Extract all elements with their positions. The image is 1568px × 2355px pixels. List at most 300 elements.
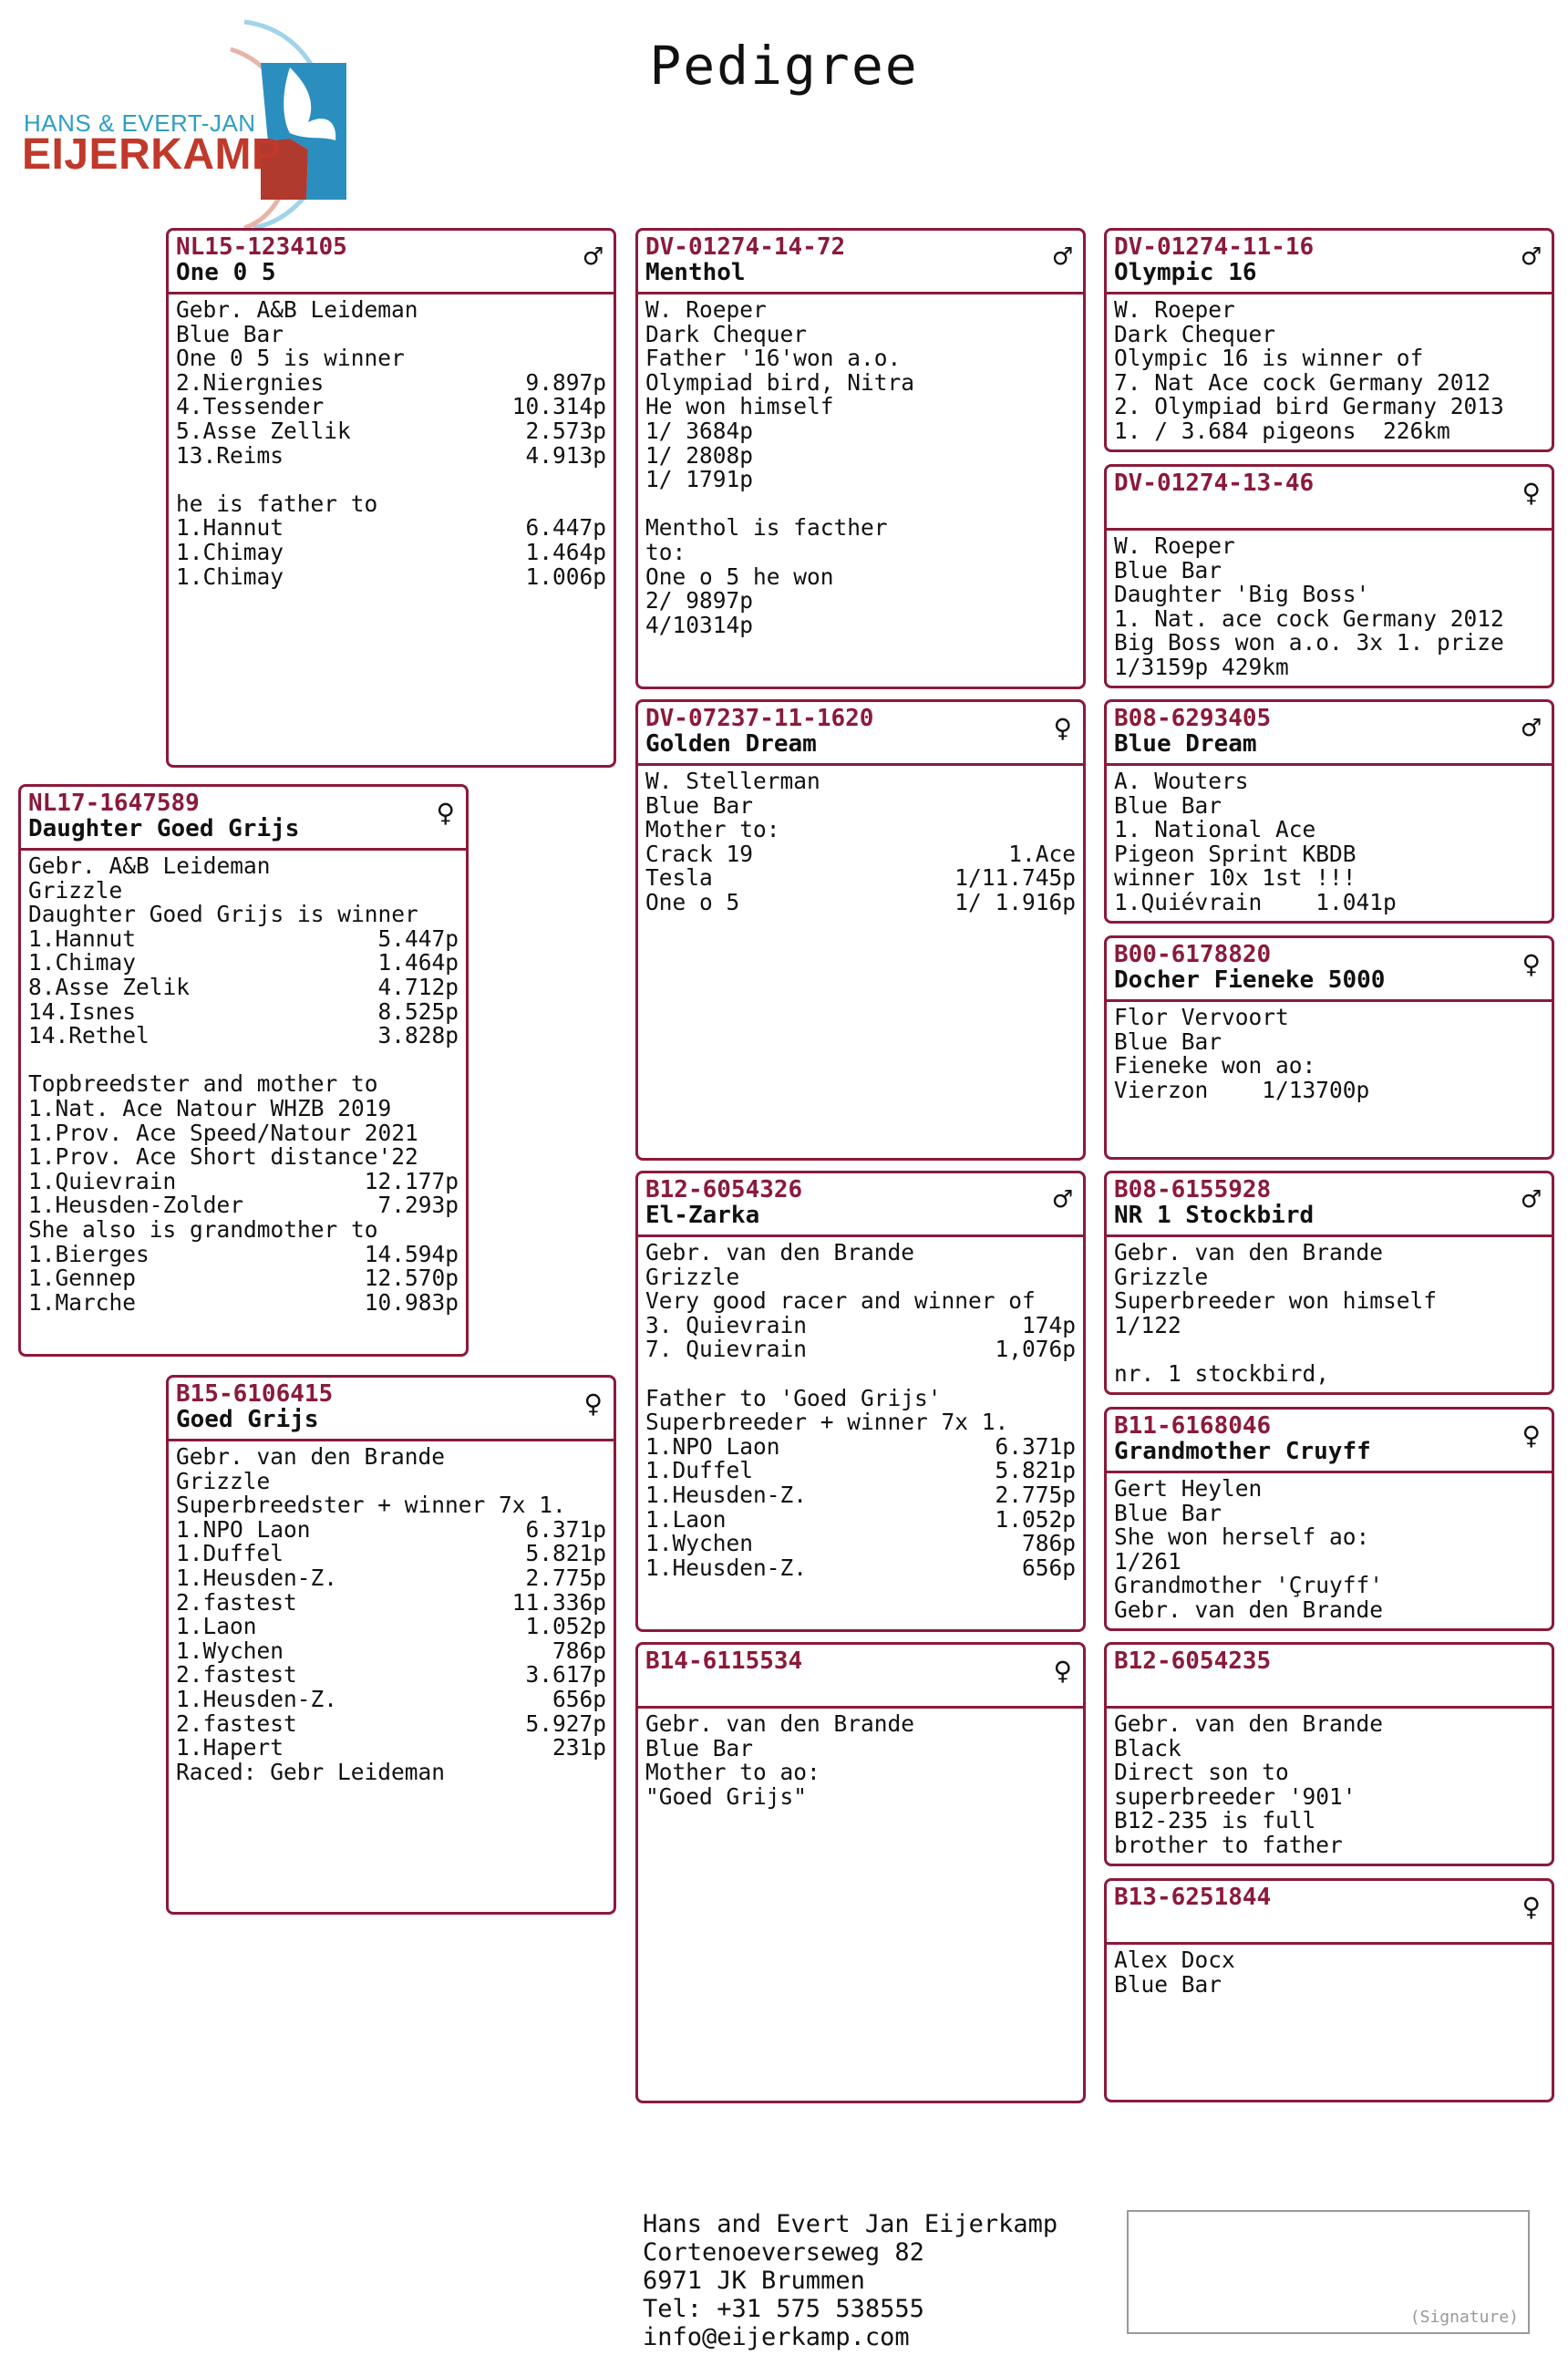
line-text: Superbreeder + winner 7x 1. [645, 1409, 1009, 1436]
line-text: One o 5 [645, 888, 740, 915]
card-line [176, 298, 606, 323]
card-body [1107, 1002, 1552, 1102]
card-line [1114, 888, 1544, 915]
card-header [1107, 938, 1552, 1002]
address-line: 6971 JK Brummen [643, 2267, 865, 2295]
line-value: 5.821p [525, 1540, 606, 1567]
line-text: 1/ 2808p [645, 441, 754, 469]
card-line [28, 1094, 459, 1121]
line-value: 10.983p [364, 1288, 459, 1316]
card-line [176, 441, 606, 469]
line-text: Big Boss won a.o. 3x 1. prize [1114, 629, 1504, 656]
line-value: 786p [1021, 1530, 1076, 1557]
card-line [645, 1505, 1076, 1533]
card-header [1107, 1645, 1552, 1709]
line-text: He won himself [645, 393, 834, 420]
card-line [1114, 1598, 1544, 1623]
pigeon-name: El-Zarka [645, 1202, 760, 1229]
card-header [638, 231, 1083, 294]
card-line [1114, 1782, 1544, 1810]
card-line [645, 1265, 1076, 1290]
line-text: Mother to: [645, 816, 780, 843]
line-text: Gebr. A&B Leideman [176, 296, 418, 323]
line-text: Gebr. van den Brande [1114, 1239, 1384, 1265]
line-text: A. Wouters [1114, 768, 1249, 794]
card-line [176, 468, 606, 492]
card-body [169, 1441, 614, 1784]
card-line [176, 1709, 606, 1737]
ring-number: B08-6293405 [1114, 705, 1272, 732]
card-line [645, 1761, 1076, 1785]
card-line [28, 876, 459, 904]
card-line [176, 1542, 606, 1566]
line-text: Daughter Goed Grijs is winner [28, 901, 418, 928]
card-line [1114, 842, 1544, 867]
card-line [645, 346, 1076, 371]
line-value: 4.712p [377, 973, 459, 1000]
card-line [1114, 534, 1544, 559]
male-icon: ♂ [1053, 239, 1072, 275]
line-text: 1. / 3.684 pigeons 226km [1114, 417, 1450, 444]
female-icon: ♀ [1053, 710, 1072, 747]
line-text: 1.Heusden-Z. [176, 1685, 338, 1712]
line-text: 1.Duffel [645, 1457, 754, 1484]
card-line [1114, 1499, 1544, 1526]
card-line [645, 538, 1076, 565]
line-text [176, 468, 190, 492]
card-line [176, 1639, 606, 1664]
card-line [1114, 1761, 1544, 1785]
card-line [176, 346, 606, 371]
line-text: brother to father [1114, 1831, 1343, 1858]
card-line [645, 791, 1076, 819]
line-text: Olympic 16 is winner of [1114, 345, 1424, 372]
card-line [645, 565, 1076, 590]
line-text: 8.Asse Zelik [28, 973, 191, 1000]
card-line [645, 395, 1076, 419]
card-line [1114, 631, 1544, 656]
line-value: 3.828p [377, 1022, 459, 1049]
card-header [169, 231, 614, 294]
card-line [1114, 1809, 1544, 1833]
card-line [645, 468, 1076, 492]
card-line [1114, 556, 1544, 584]
line-text: Blue Bar [1114, 791, 1222, 819]
line-value: 12.177p [364, 1167, 459, 1194]
line-text: Tesla [645, 864, 713, 892]
card-line [645, 1362, 1076, 1387]
card-body [1107, 294, 1552, 444]
card-header [1107, 1410, 1552, 1473]
line-value: 656p [1021, 1554, 1076, 1581]
card-line [176, 1566, 606, 1591]
card-line [1114, 1525, 1544, 1550]
line-value: 231p [552, 1734, 606, 1761]
ring-number: B13-6251844 [1114, 1884, 1272, 1911]
card-line [645, 441, 1076, 469]
ring-number: DV-01274-11-16 [1114, 233, 1315, 261]
logo-line1: HANS & EVERT-JAN [24, 109, 256, 137]
card-header [1107, 1173, 1552, 1237]
line-text: Gebr. van den Brande [1114, 1596, 1384, 1623]
line-text: 1/122 [1114, 1311, 1181, 1338]
line-text: B12-235 is full [1114, 1807, 1316, 1834]
card-line [28, 997, 459, 1025]
card-line [1114, 1734, 1544, 1761]
card-header [638, 1173, 1083, 1237]
card-header [638, 1645, 1083, 1709]
line-text: 2/ 9897p [645, 587, 754, 615]
female-icon: ♀ [1522, 1889, 1541, 1926]
line-text: 1.Marche [28, 1288, 137, 1316]
ring-number: B12-6054235 [1114, 1647, 1272, 1675]
card-line [28, 1193, 459, 1218]
footer-address [643, 2210, 1057, 2351]
line-text: 1.Laon [645, 1505, 727, 1533]
card-body [1107, 1709, 1552, 1858]
line-value: 11.336p [511, 1588, 606, 1616]
line-value: 8.525p [377, 997, 459, 1025]
line-text: Alex Docx [1114, 1947, 1235, 1973]
card-line [645, 1556, 1076, 1581]
card-line [28, 1167, 459, 1194]
ring-number: B14-6115534 [645, 1647, 803, 1675]
line-text: 1. National Ace [1114, 816, 1316, 843]
card-line [1114, 1006, 1544, 1030]
female-icon: ♀ [1522, 475, 1541, 511]
line-value: 1.Ace [1008, 840, 1076, 867]
card-line [1114, 1054, 1544, 1079]
line-text: 3. Quievrain [645, 1311, 808, 1338]
card-line [1114, 298, 1544, 323]
line-text: Blue Bar [1114, 1499, 1222, 1526]
line-text: 1.Chimay [176, 563, 284, 590]
card-line [645, 320, 1076, 347]
line-text: 13.Reims [176, 441, 284, 469]
card-line [1114, 1574, 1544, 1598]
line-text: Topbreedster and mother to [28, 1070, 378, 1098]
card-line [645, 770, 1076, 794]
line-text: Blue Bar [645, 1734, 754, 1761]
pigeon-name: Daughter Goed Grijs [28, 815, 300, 842]
card-line [176, 1588, 606, 1616]
male-icon: ♂ [583, 239, 603, 275]
line-text: 1.Heusden-Zolder [28, 1192, 244, 1219]
line-value: 5.927p [525, 1709, 606, 1737]
card-line [28, 1121, 459, 1146]
card-line [645, 1311, 1076, 1338]
card-line [1114, 1338, 1544, 1362]
card-line [176, 320, 606, 347]
line-text: 1.Quievrain [28, 1167, 177, 1194]
line-text: Gert Heylen [1114, 1475, 1263, 1502]
female-icon: ♀ [436, 795, 455, 831]
line-text: 2. Olympiad bird Germany 2013 [1114, 393, 1504, 420]
ring-number: B08-6155928 [1114, 1176, 1272, 1203]
pedigree-card-sss [1104, 228, 1554, 452]
card-header [1107, 702, 1552, 766]
card-line [1114, 1289, 1544, 1314]
card-line [176, 395, 606, 419]
logo-line2: EIJERKAMP [22, 130, 282, 179]
card-line [176, 538, 606, 565]
line-text: 1.Hannut [176, 514, 284, 542]
line-text: 1. Nat. ace cock Germany 2012 [1114, 604, 1504, 632]
card-line [645, 1459, 1076, 1483]
line-text: 1.Wychen [176, 1637, 284, 1664]
pigeon-name: Docher Fieneke 5000 [1114, 966, 1386, 994]
line-value: 9.897p [525, 368, 606, 396]
line-value: 6.371p [525, 1515, 606, 1543]
card-line [1114, 1833, 1544, 1858]
card-line [1114, 395, 1544, 419]
line-value: 6.447p [525, 514, 606, 542]
pedigree-card-dam [18, 784, 469, 1357]
line-text: One 0 5 is winner [176, 345, 405, 372]
male-icon: ♂ [1522, 1182, 1541, 1218]
line-text: 1.Laon [176, 1613, 257, 1640]
line-value: 5.447p [377, 924, 459, 952]
line-text: Raced: Gebr Leideman [176, 1758, 446, 1785]
line-text: 1/3159p 429km [1114, 653, 1289, 680]
card-line [28, 1145, 459, 1170]
card-line [1114, 1948, 1544, 1973]
line-text: 1.NPO Laon [645, 1432, 780, 1460]
line-text: 1.Quiévrain 1.041p [1114, 888, 1397, 915]
card-line [176, 1685, 606, 1712]
card-body [1107, 531, 1552, 680]
line-value: 6.371p [995, 1432, 1076, 1460]
line-text: 1.Nat. Ace Natour WHZB 2019 [28, 1094, 392, 1121]
card-body [638, 766, 1083, 915]
address-line: Cortenoeverseweg 82 [643, 2238, 924, 2267]
ring-number: B12-6054326 [645, 1176, 803, 1203]
card-line [1114, 1030, 1544, 1055]
card-line [28, 854, 459, 879]
card-line [1114, 604, 1544, 632]
line-text: W. Roeper [1114, 296, 1235, 323]
female-icon: ♀ [1522, 946, 1541, 983]
line-text: Grizzle [28, 876, 123, 904]
line-text: Dark Chequer [1114, 320, 1276, 347]
card-body [169, 294, 614, 589]
line-text: 5.Asse Zellik [176, 417, 351, 444]
line-text: Blue Bar [1114, 556, 1222, 584]
female-icon: ♀ [583, 1386, 603, 1422]
line-text: 1.Heusden-Z. [645, 1481, 808, 1508]
pedigree-card-sire-dam [635, 699, 1086, 1161]
card-line [1114, 1359, 1544, 1387]
card-line [28, 1072, 459, 1097]
card-header [1107, 1881, 1552, 1945]
card-line [1114, 583, 1544, 607]
card-line [1114, 346, 1544, 371]
line-text: She won herself ao: [1114, 1524, 1370, 1551]
card-line [645, 368, 1076, 396]
pedigree-card-dam-sire [635, 1171, 1086, 1632]
line-text: Grizzle [1114, 1263, 1209, 1290]
address-line: info@eijerkamp.com [643, 2323, 910, 2351]
line-text: W. Roeper [645, 296, 767, 323]
line-value: 2.573p [525, 417, 606, 444]
card-line [28, 924, 459, 952]
line-text [645, 1362, 659, 1387]
line-text: Menthol is facther [645, 514, 888, 542]
pedigree-card-sire-sire [635, 228, 1086, 689]
line-text: 1/ 1791p [645, 466, 754, 493]
line-value: 1.006p [525, 563, 606, 590]
line-value: 1/ 1.916p [954, 888, 1076, 915]
pigeon-name: Blue Dream [1114, 730, 1257, 758]
line-value: 10.314p [511, 393, 606, 420]
card-line [1114, 1712, 1544, 1737]
line-value: 3.617p [525, 1661, 606, 1689]
address-line: Tel: +31 575 538555 [643, 2295, 924, 2323]
line-text: 1.Chimay [28, 949, 137, 976]
card-line [645, 1782, 1076, 1810]
line-value: 5.821p [995, 1457, 1076, 1484]
card-body [1107, 1945, 1552, 1997]
ring-number: B00-6178820 [1114, 941, 1272, 968]
card-line [645, 1241, 1076, 1265]
card-line [645, 866, 1076, 891]
line-text [28, 1048, 42, 1073]
card-line [645, 1289, 1076, 1314]
card-line [176, 1493, 606, 1518]
line-value: 174p [1021, 1311, 1076, 1338]
line-text: Father to 'Goed Grijs' [645, 1384, 942, 1411]
line-text: 7. Quievrain [645, 1336, 808, 1363]
card-body [638, 1709, 1083, 1809]
pedigree-card-sdd [1104, 935, 1554, 1160]
line-text: winner 10x 1st !!! [1114, 864, 1357, 892]
card-line [645, 1712, 1076, 1737]
line-value: 14.594p [364, 1240, 459, 1267]
male-icon: ♂ [1522, 239, 1541, 275]
card-header [638, 702, 1083, 766]
card-line [645, 1410, 1076, 1435]
line-text: 1.Chimay [176, 538, 284, 565]
card-header [1107, 231, 1552, 294]
line-text: 14.Rethel [28, 1022, 150, 1049]
card-line [28, 1215, 459, 1243]
card-line [1114, 1547, 1544, 1575]
card-line [176, 1736, 606, 1761]
card-line [645, 516, 1076, 541]
pigeon-name: Golden Dream [645, 730, 817, 758]
line-text: Fieneke won ao: [1114, 1052, 1316, 1079]
ring-number: DV-07237-11-1620 [645, 705, 874, 732]
card-body [638, 1237, 1083, 1580]
line-value: 1.464p [525, 538, 606, 565]
line-text: Grizzle [645, 1263, 740, 1290]
line-text: Pigeon Sprint KBDB [1114, 840, 1357, 867]
line-value: 7.293p [377, 1192, 459, 1219]
card-line [28, 973, 459, 1000]
card-line [1114, 770, 1544, 794]
card-line [645, 818, 1076, 842]
line-text: Blue Bar [1114, 1028, 1222, 1055]
card-line [28, 1288, 459, 1316]
line-text: 7. Nat Ace cock Germany 2012 [1114, 368, 1491, 396]
card-header [21, 787, 466, 851]
ring-number: NL17-1647589 [28, 790, 200, 817]
pedigree-card-sds [1104, 699, 1554, 924]
line-value: 1.052p [995, 1505, 1076, 1533]
signature-label: (Signature) [1409, 2308, 1519, 2327]
card-line [176, 1515, 606, 1543]
line-text: 2.fastest [176, 1661, 297, 1689]
pedigree-card-dam-dam [166, 1375, 616, 1915]
card-line [1114, 791, 1544, 819]
line-text [1114, 1338, 1128, 1362]
line-text: 1.Gennep [28, 1265, 137, 1292]
card-line [645, 1432, 1076, 1460]
card-body [1107, 1473, 1552, 1623]
line-text: She also is grandmother to [28, 1215, 378, 1243]
line-text: Blue Bar [1114, 1970, 1222, 1998]
line-text: Gebr. van den Brande [1114, 1710, 1384, 1737]
card-body [21, 851, 466, 1315]
card-line [645, 492, 1076, 517]
line-text: nr. 1 stockbird, [1114, 1359, 1330, 1387]
card-line [176, 419, 606, 444]
ring-number: B11-6168046 [1114, 1412, 1272, 1440]
line-text: Vierzon 1/13700p [1114, 1076, 1370, 1103]
card-line [176, 516, 606, 541]
card-body [1107, 1237, 1552, 1387]
line-text: 1.Hapert [176, 1734, 284, 1761]
card-line [1114, 1241, 1544, 1265]
card-line [28, 1048, 459, 1073]
card-line [645, 1384, 1076, 1411]
card-line [1114, 653, 1544, 680]
card-line [176, 1663, 606, 1688]
ring-number: DV-01274-14-72 [645, 233, 846, 261]
line-value: 4.913p [525, 441, 606, 469]
card-line [645, 419, 1076, 444]
ring-number: B15-6106415 [176, 1380, 334, 1408]
line-text: Gebr. van den Brande [645, 1239, 915, 1265]
line-text: W. Roeper [1114, 532, 1235, 559]
line-text: 1.Heusden-Z. [176, 1564, 338, 1591]
line-text: Very good racer and winner of [645, 1287, 1036, 1315]
pedigree-card-ssd [1104, 464, 1554, 688]
signature-box[interactable] [1127, 2210, 1530, 2334]
line-text: 2.fastest [176, 1709, 297, 1737]
female-icon: ♀ [1053, 1653, 1072, 1689]
line-text: 2.Niergnies [176, 368, 325, 396]
line-text: "Goed Grijs" [645, 1782, 808, 1810]
line-value: 1/11.745p [954, 864, 1076, 892]
line-text: Superbreeder won himself [1114, 1287, 1438, 1315]
line-text: 1.Hannut [28, 924, 137, 952]
card-line [1114, 368, 1544, 396]
card-line [1114, 866, 1544, 891]
card-line [645, 1532, 1076, 1556]
card-line [176, 1758, 606, 1785]
card-line [1114, 320, 1544, 347]
line-text [645, 492, 659, 517]
line-value: 2.775p [525, 1564, 606, 1591]
card-line [176, 492, 606, 517]
pigeon-name: Grandmother Cruyff [1114, 1438, 1371, 1465]
line-text: Grandmother 'Çruyff' [1114, 1572, 1384, 1599]
pedigree-card-ddd [1104, 1878, 1554, 2102]
ring-number: NL15-1234105 [176, 233, 347, 261]
line-text: Blue Bar [176, 320, 284, 347]
female-icon: ♀ [1522, 1418, 1541, 1454]
